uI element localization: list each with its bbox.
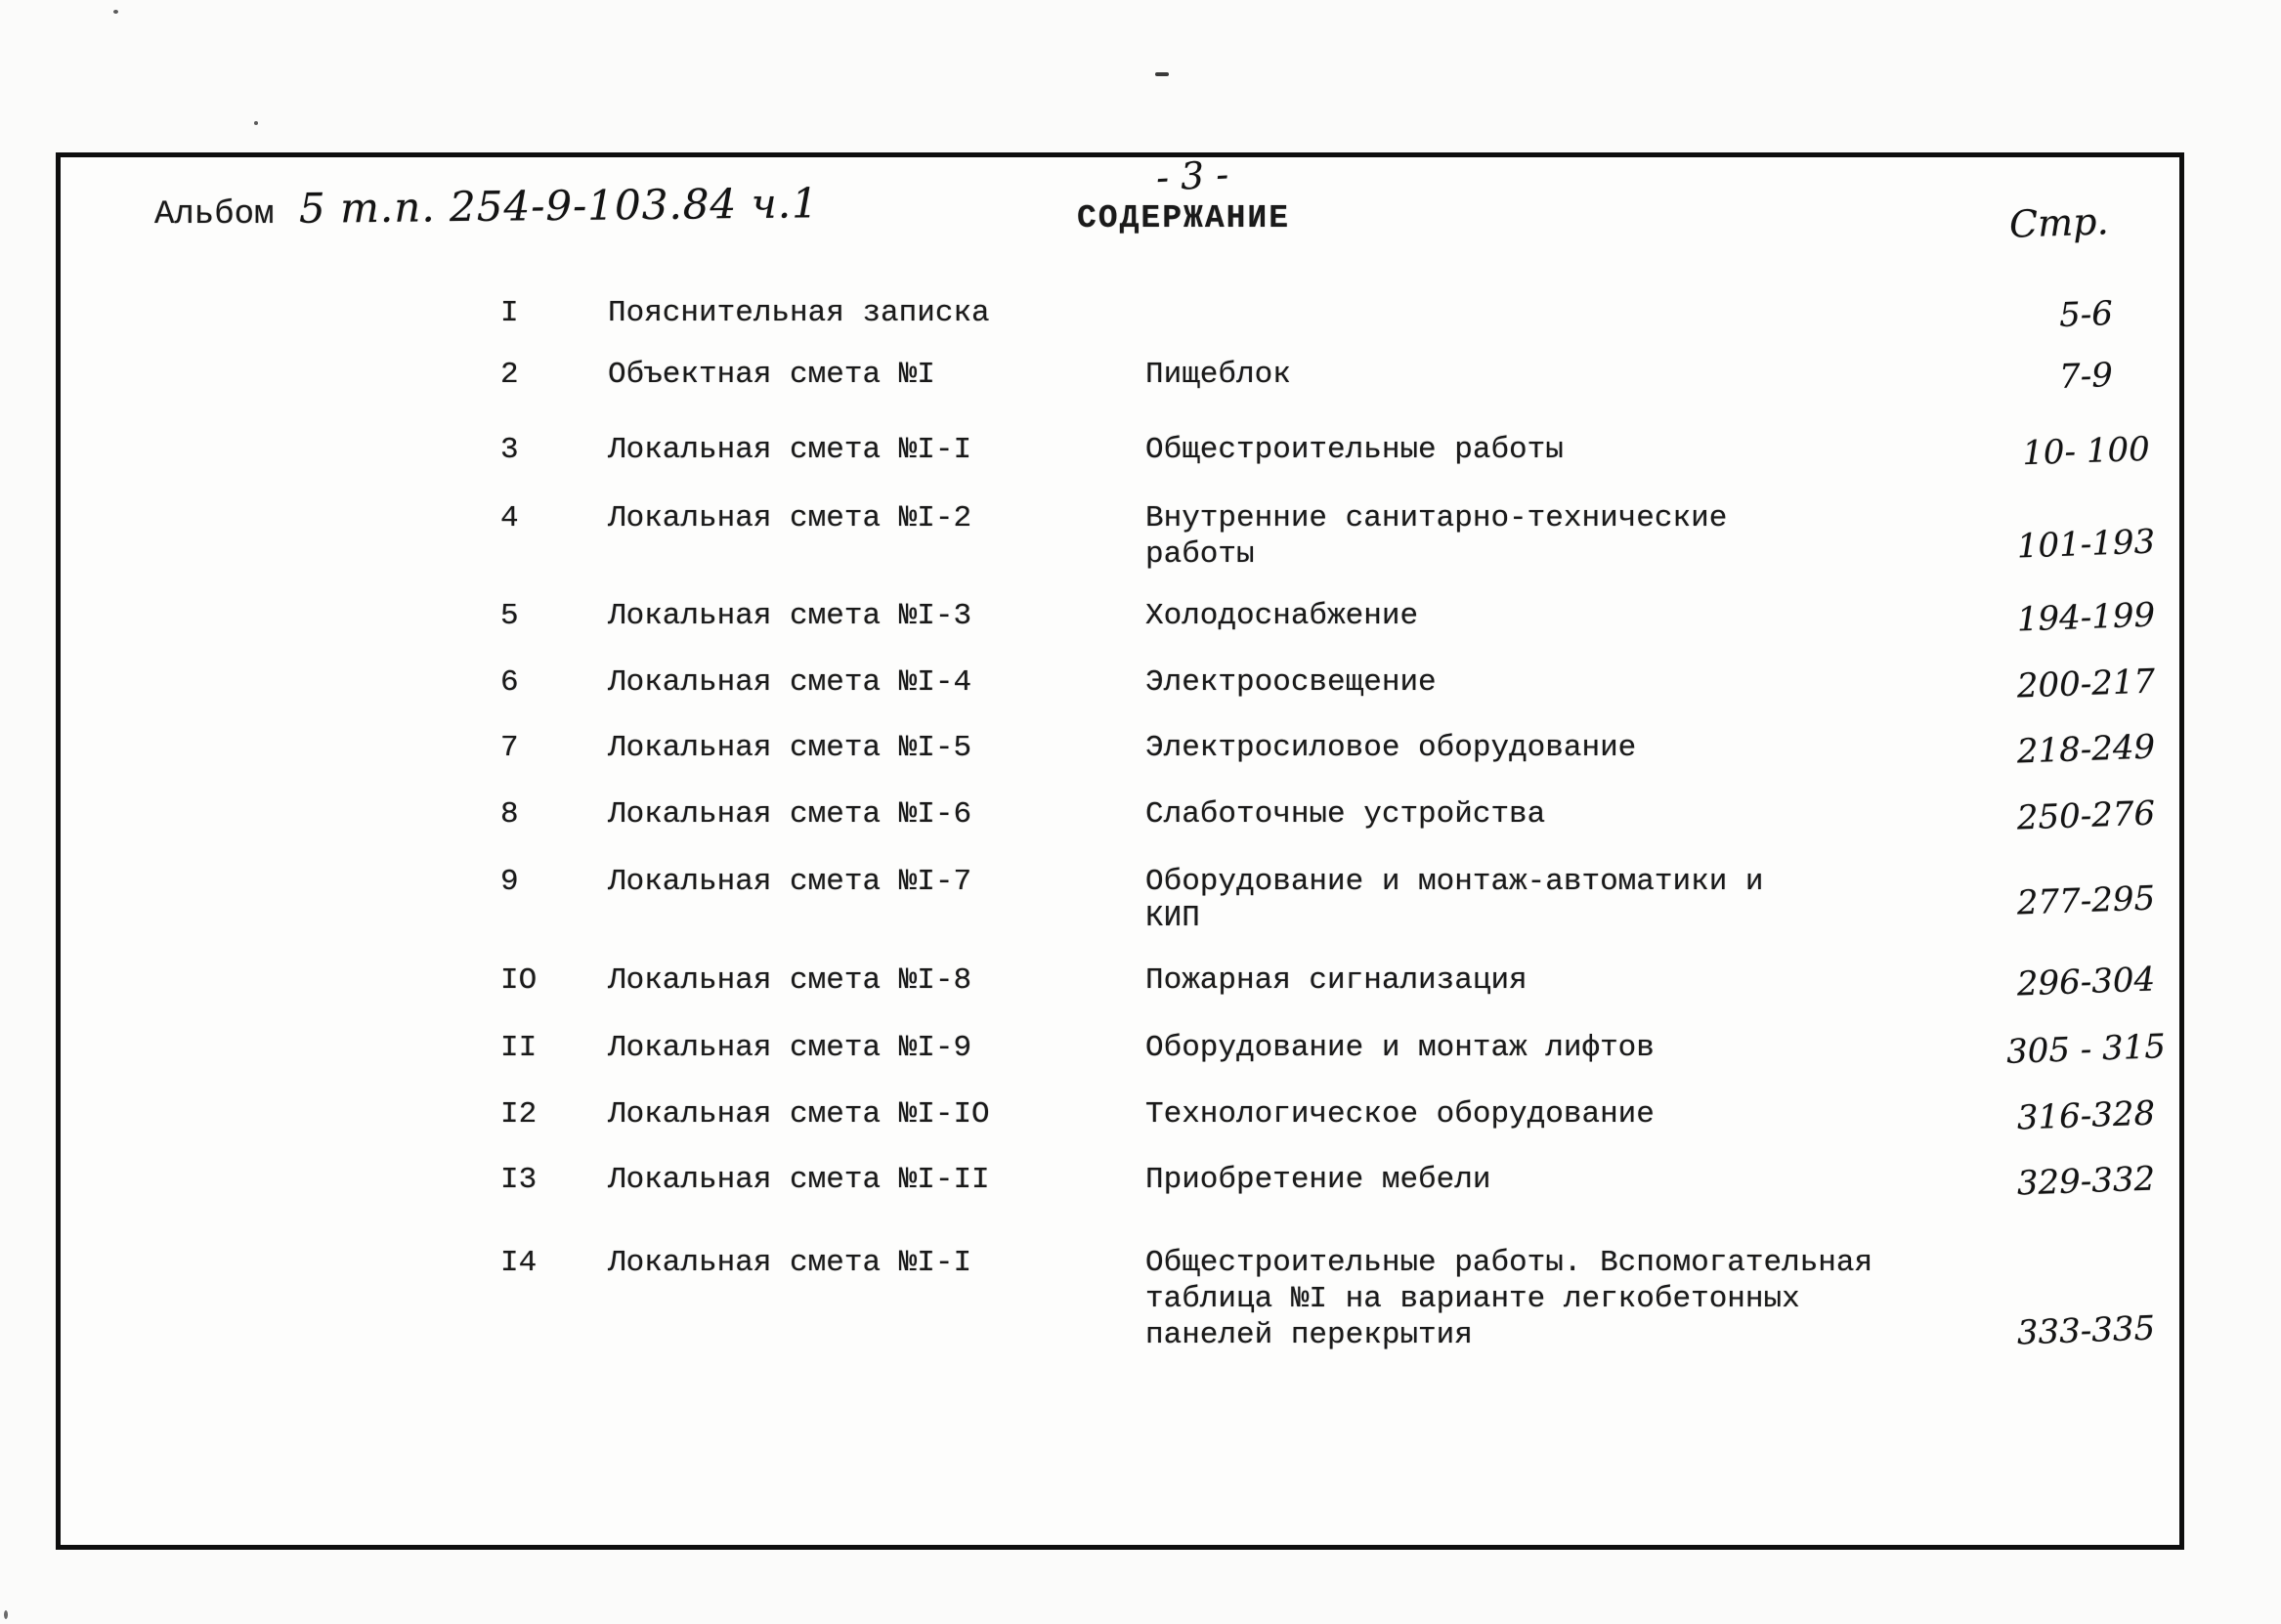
toc-row-description: Слаботочные устройства (1145, 797, 1546, 832)
toc-row-pages: 296-304 (2016, 960, 2156, 1004)
toc-row-name: Локальная смета №I-3 (608, 599, 972, 633)
toc-row-number: I3 (500, 1163, 538, 1197)
toc-row-description: Общестроительные работы (1145, 433, 1564, 467)
toc-row-pages: 194-199 (2016, 595, 2156, 640)
toc-row-description: Внутренние санитарно-технические работы (1145, 501, 1728, 572)
toc-row-description: Холодоснабжение (1145, 599, 1419, 633)
toc-row-number: IO (500, 963, 538, 998)
album-number-handwritten: 5 т.п. 254-9-103.84 ч.1 (298, 179, 820, 233)
toc-row-number: 9 (500, 865, 519, 899)
toc-row-description: Электроосвещение (1145, 665, 1437, 700)
toc-row-name: Локальная смета №I-II (608, 1163, 990, 1197)
toc-row-description: Оборудование и монтаж-автоматики и КИП (1145, 865, 1764, 935)
toc-row-pages: 329-332 (2016, 1159, 2156, 1204)
toc-row-pages: 305 - 315 (2005, 1027, 2167, 1072)
toc-row-number: I2 (500, 1097, 538, 1132)
toc-row-number: 4 (500, 501, 519, 535)
toc-row-number: 2 (500, 358, 519, 392)
toc-row-name: Пояснительная записка (608, 296, 990, 330)
toc-row-pages: 101-193 (2016, 522, 2156, 567)
toc-row-number: 7 (500, 731, 519, 765)
toc-row-pages: 200-217 (2016, 662, 2156, 706)
toc-row-pages: 7-9 (2058, 356, 2114, 397)
toc-row-number: 5 (500, 599, 519, 633)
toc-row-number: I4 (500, 1246, 538, 1280)
pages-column-header: Стр. (2008, 199, 2110, 246)
toc-row-name: Локальная смета №I-7 (608, 865, 972, 899)
scan-speck (113, 10, 118, 14)
toc-row-name: Локальная смета №I-8 (608, 963, 972, 998)
album-label: Альбом (154, 196, 275, 234)
toc-row-name: Локальная смета №I-IO (608, 1097, 990, 1132)
page-title: СОДЕРЖАНИЕ (1077, 200, 1291, 236)
toc-row-pages: 218-249 (2016, 727, 2156, 772)
scan-speck (4, 1610, 8, 1619)
toc-row-name: Локальная смета №I-I (608, 1246, 972, 1280)
toc-row-name: Локальная смета №I-4 (608, 665, 972, 700)
toc-row-number: I (500, 296, 519, 330)
toc-row-name: Локальная смета №I-I (608, 433, 972, 467)
sheet-page-number: - 3 - (1154, 152, 1230, 199)
toc-row-pages: 316-328 (2016, 1093, 2156, 1138)
toc-row-description: Общестроительные работы. Вспомогательная таблица №I на варианте легкобетонных панелей перекрытия (1145, 1246, 1873, 1352)
toc-row-description: Электросиловое оборудование (1145, 731, 1637, 765)
toc-row-description: Пищеблок (1145, 358, 1291, 392)
toc-row-pages: 333-335 (2016, 1308, 2156, 1353)
toc-row-pages: 10- 100 (2021, 429, 2151, 474)
toc-row-description: Пожарная сигнализация (1145, 963, 1528, 998)
toc-row-name: Локальная смета №I-6 (608, 797, 972, 832)
toc-row-number: 8 (500, 797, 519, 832)
scan-speck (1155, 72, 1169, 76)
toc-row-number: II (500, 1031, 538, 1065)
toc-row-description: Оборудование и монтаж лифтов (1145, 1031, 1655, 1065)
toc-row-pages: 277-295 (2016, 878, 2156, 923)
toc-row-pages: 250-276 (2016, 793, 2156, 838)
scan-speck (254, 121, 258, 125)
toc-row-number: 6 (500, 665, 519, 700)
toc-row-name: Объектная смета №I (608, 358, 935, 392)
toc-row-name: Локальная смета №I-2 (608, 501, 972, 535)
toc-row-description: Технологическое оборудование (1145, 1097, 1655, 1132)
toc-row-pages: 5-6 (2058, 294, 2114, 335)
toc-row-description: Приобретение мебели (1145, 1163, 1491, 1197)
toc-row-name: Локальная смета №I-9 (608, 1031, 972, 1065)
toc-row-number: 3 (500, 433, 519, 467)
toc-row-name: Локальная смета №I-5 (608, 731, 972, 765)
